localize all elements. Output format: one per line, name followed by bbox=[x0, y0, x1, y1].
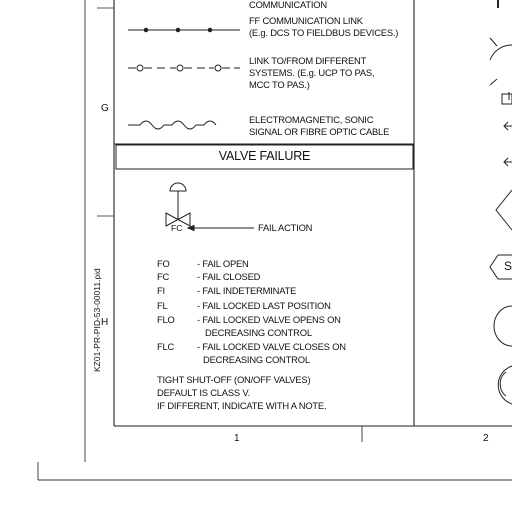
fail-code-desc: - FAIL CLOSED bbox=[197, 270, 261, 282]
valve-tag-fc: FC bbox=[171, 223, 183, 233]
valve-failure-title: VALVE FAILURE bbox=[218, 149, 311, 163]
zone-col-2: 2 bbox=[483, 433, 489, 444]
fail-code-desc: - FAIL INDETERMINATE bbox=[197, 285, 297, 296]
electromagnetic-label: ELECTROMAGNETIC, SONIC SIGNAL OR FIBRE OPTIC CABLE bbox=[249, 114, 390, 137]
tight-shutoff-note: TIGHT SHUT-OFF (ON/OFF VALVES) DEFAULT IS CLASS V. IF DIFFERENT, INDICATE WITH A NOTE. bbox=[157, 374, 327, 411]
fail-code-desc-cont: DECREASING CONTROL bbox=[205, 326, 312, 338]
system-link-symbol bbox=[128, 65, 240, 71]
ff-link-symbol bbox=[128, 28, 240, 32]
electromagnetic-symbol bbox=[128, 121, 216, 129]
fail-action-label: FAIL ACTION bbox=[258, 222, 313, 233]
fail-code: FI bbox=[157, 285, 165, 296]
fail-code: FLO bbox=[157, 314, 175, 325]
fail-code-desc: - FAIL LOCKED LAST POSITION bbox=[197, 299, 331, 311]
comm-link-label: COMMUNICATION bbox=[249, 0, 327, 10]
drawing-number: KZ01-PR-PID-53-00011.pid bbox=[92, 268, 102, 372]
fail-code-desc: - FAIL LOCKED VALVE OPENS ON bbox=[197, 314, 341, 325]
system-link-label: LINK TO/FROM DIFFERENT SYSTEMS. (E.g. UCP TO PAS, MCC TO PAS.) bbox=[249, 55, 375, 90]
right-partial-symbols bbox=[490, 38, 512, 404]
fail-code-desc: - FAIL LOCKED VALVE CLOSES ON bbox=[197, 341, 346, 352]
ff-link-label: FF COMMUNICATION LINK (E.g. DCS TO FIELDBUS DEVICES.) bbox=[249, 15, 399, 38]
fail-code: FL bbox=[157, 299, 168, 311]
zone-row-g: G bbox=[101, 103, 109, 114]
fail-code: FO bbox=[157, 258, 170, 269]
zone-row-h: H bbox=[101, 317, 109, 328]
fail-code-desc: - FAIL OPEN bbox=[197, 258, 249, 269]
right-partial-letter: S bbox=[504, 259, 512, 273]
fail-code: FC bbox=[157, 270, 170, 282]
fail-code-desc-cont: DECREASING CONTROL bbox=[203, 353, 310, 365]
zone-col-1: 1 bbox=[234, 433, 240, 444]
fail-code: FLC bbox=[157, 341, 175, 352]
